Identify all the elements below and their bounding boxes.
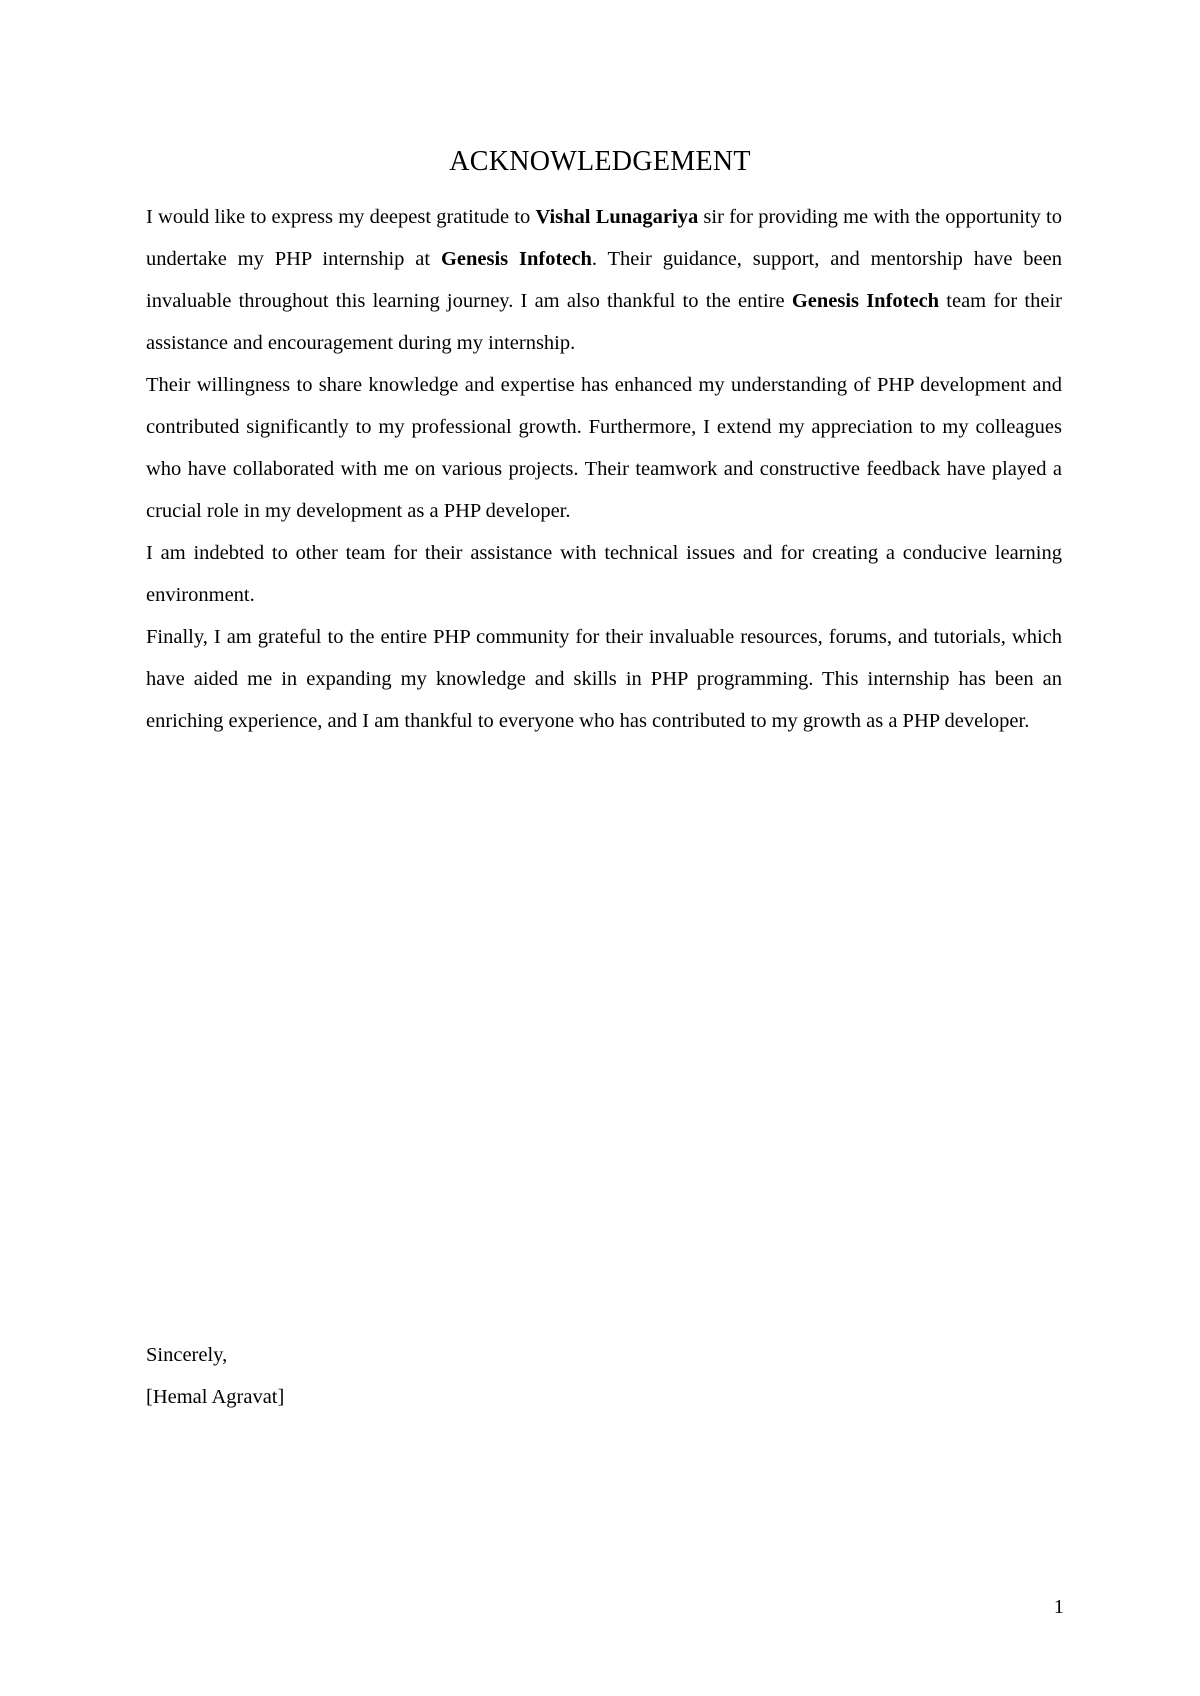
- page-number: 1: [1053, 1596, 1064, 1618]
- paragraph-1-text-b: sir for providing me with the opportunity to undertake my PHP internship at: [146, 206, 1063, 270]
- paragraph-1-text-d: team for their assistance and encouragement during my internship.: [146, 290, 1063, 354]
- paragraph-1: [146, 196, 1062, 364]
- page-title: ACKNOWLEDGEMENT: [449, 146, 751, 177]
- mentor-name: Vishal Lunagariya: [535, 206, 699, 228]
- closing-salutation: Sincerely,: [146, 1344, 228, 1366]
- paragraph-3: I am indebted to other team for their assistance with technical issues and for creating a conducive learning environment.: [146, 542, 1062, 606]
- closing-block: [146, 1334, 284, 1418]
- acknowledgement-body: [146, 196, 1062, 742]
- paragraph-1-text-a: I would like to express my deepest gratitude to: [146, 206, 536, 228]
- signature-name: [Hemal Agravat]: [146, 1386, 285, 1408]
- company-name-repeat: Genesis Infotech: [791, 290, 940, 312]
- paragraph-2: Their willingness to share knowledge and expertise has enhanced my understanding of PHP development and contributed significantly to my professional growth. Furthermore, I extend my appreciation to my colleagues who have collaborated with me on various projects. Their teamwork and constructive feedback have played a crucial role in my development as a PHP developer.: [146, 374, 1062, 522]
- company-name: Genesis Infotech: [440, 248, 592, 270]
- paragraph-1-text-c: . Their guidance, support, and mentorship have been invaluable throughout this learning journey. I am also thankful to the entire: [146, 248, 1062, 312]
- paragraph-4: Finally, I am grateful to the entire PHP community for their invaluable resources, forums, and tutorials, which have aided me in expanding my knowledge and skills in PHP programming. This internship has been an enriching experience, and I am thankful to everyone who has contributed to my growth as a PHP developer.: [146, 626, 1062, 732]
